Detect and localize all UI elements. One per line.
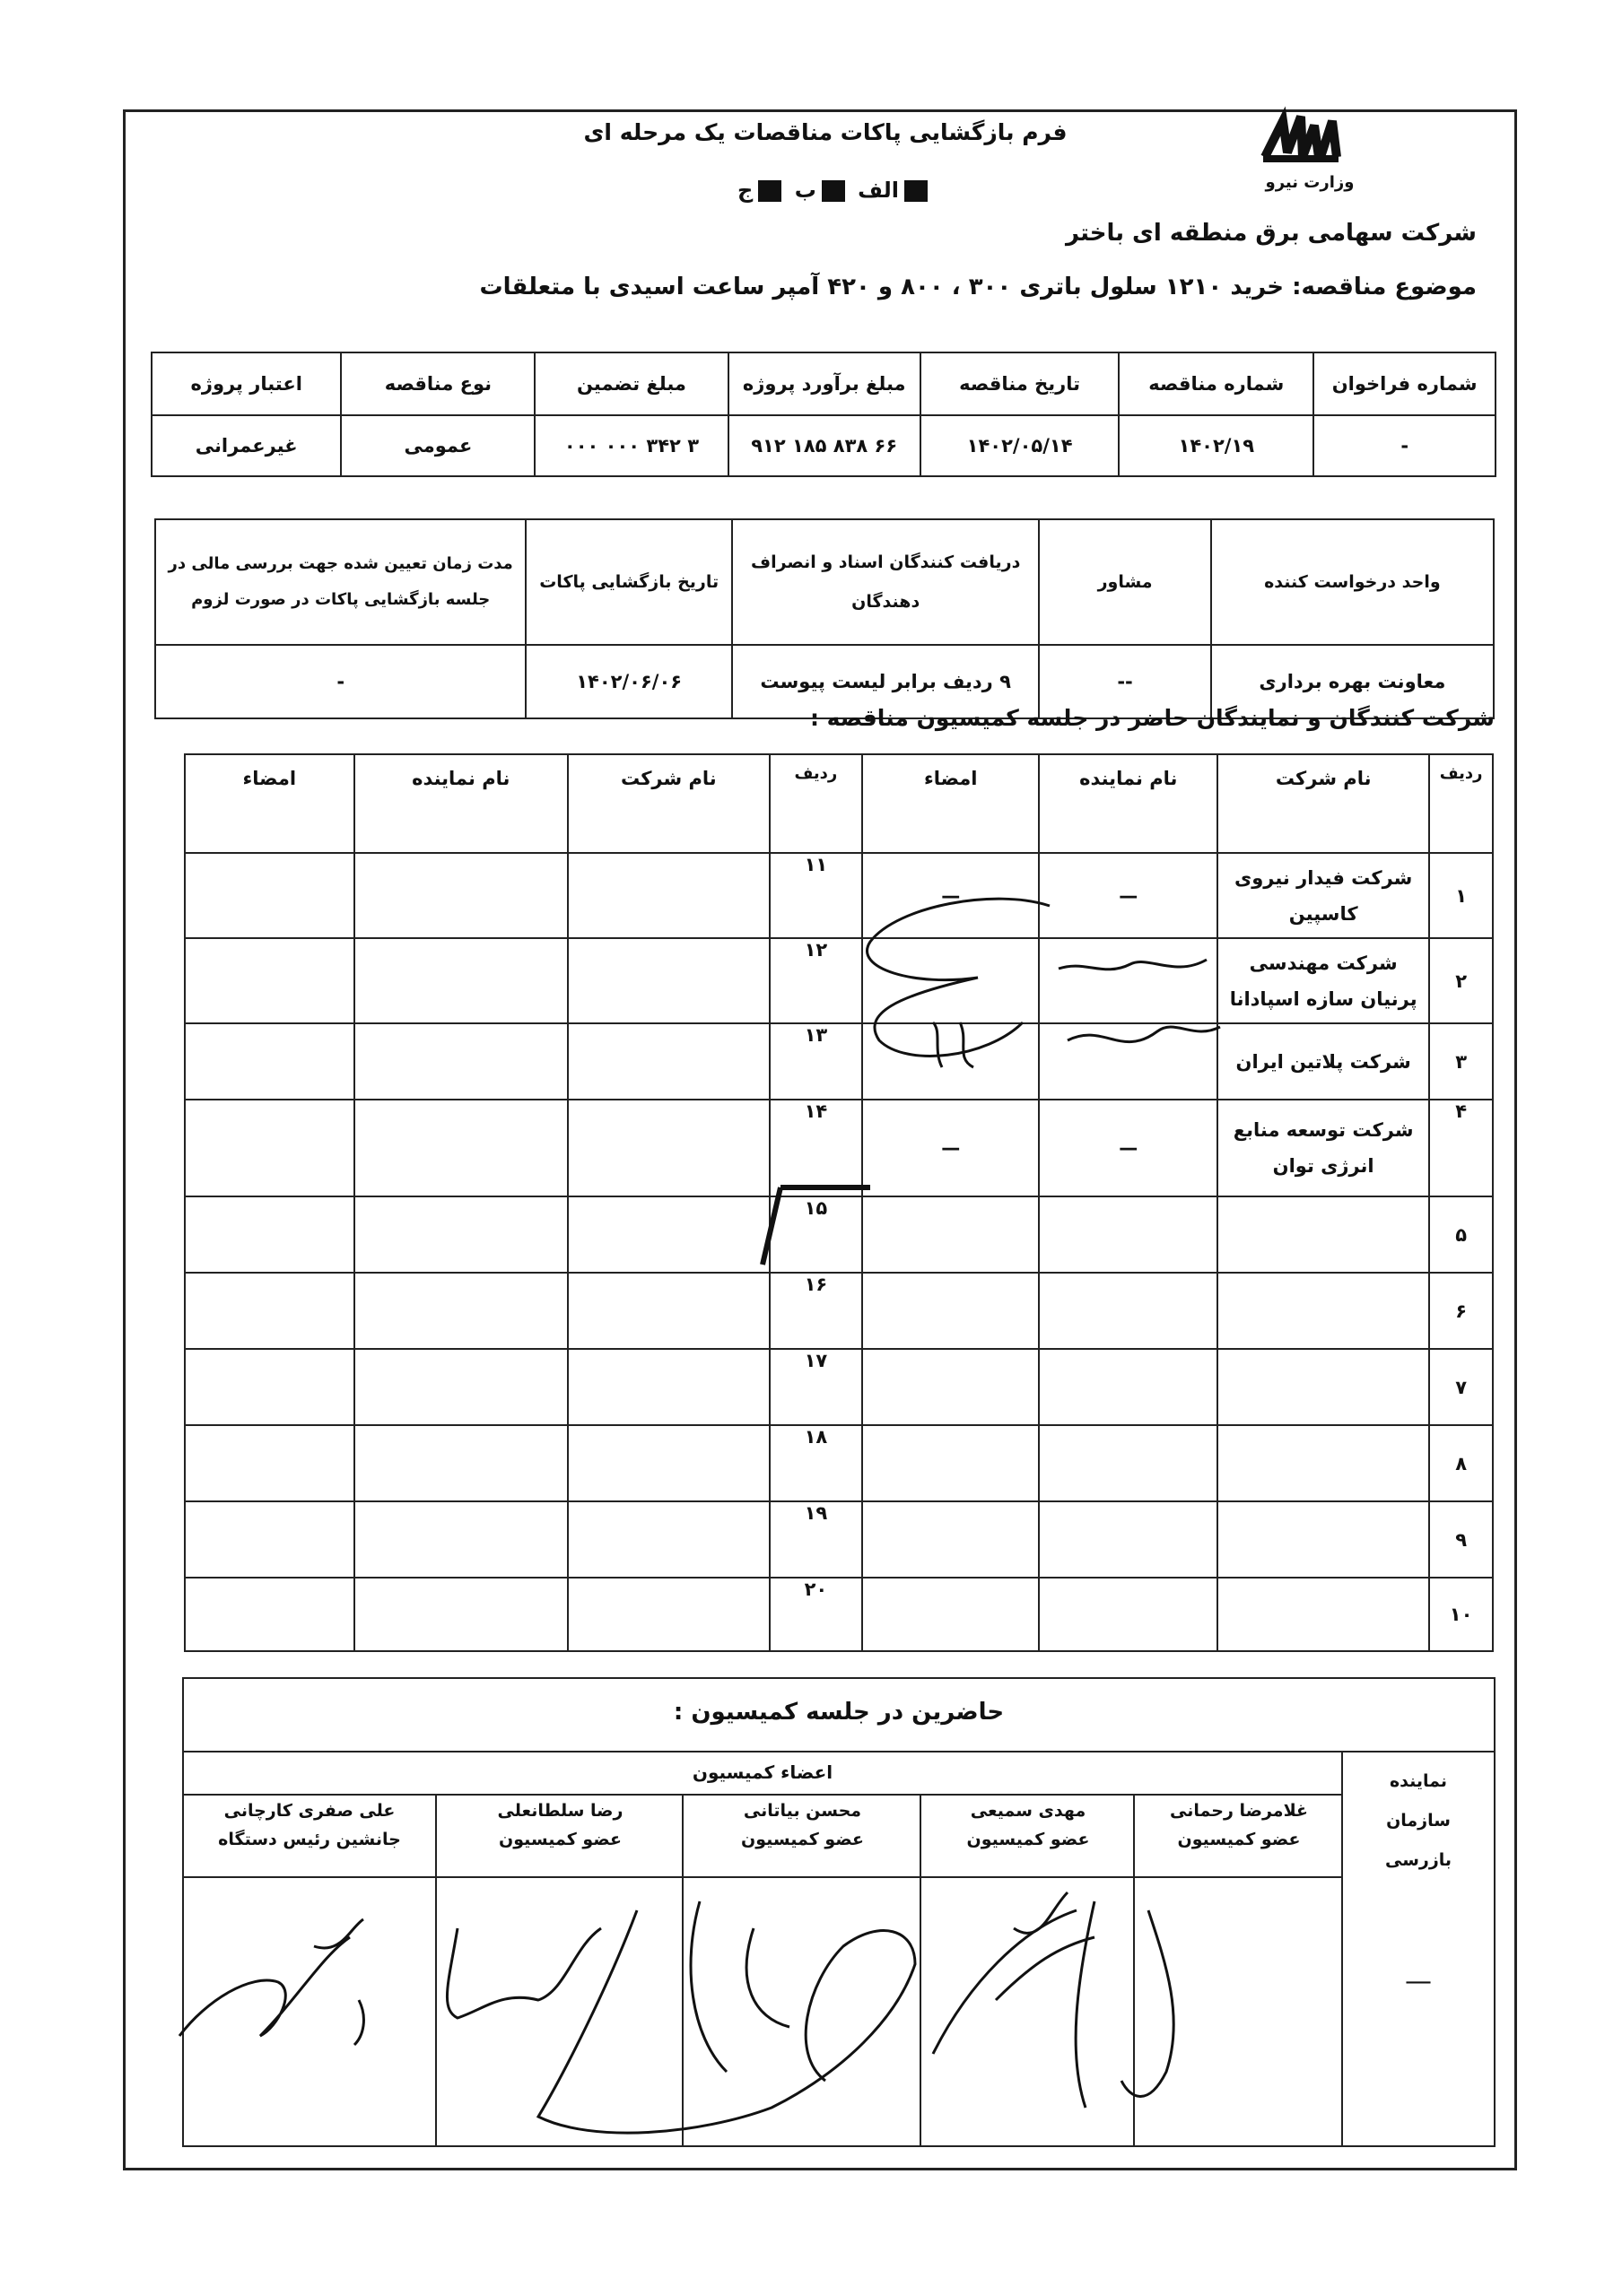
company-cell xyxy=(568,1273,770,1349)
row-number: ۱۷ xyxy=(770,1349,862,1425)
header-cell: اعتبار پروژه xyxy=(152,352,341,415)
sign-cell: — xyxy=(862,1100,1039,1196)
sign-cell xyxy=(185,1501,354,1578)
member-slot xyxy=(1133,1794,1343,1878)
member-name: رضا سلطانعلی xyxy=(497,1801,624,1821)
rep-cell: — xyxy=(1039,853,1217,938)
value-cell: ۶۶ ۸۳۸ ۱۸۵ ۹۱۲ xyxy=(728,415,920,476)
company-cell: شرکت فیدار نیروی کاسپین xyxy=(1217,853,1429,938)
company-cell xyxy=(568,1578,770,1651)
member-role: جانشین رئیس دستگاه xyxy=(218,1830,401,1849)
row-number: ۱۴ xyxy=(770,1100,862,1196)
tender-subject: موضوع مناقصه: خرید ۱۲۱۰ سلول باتری ۳۰۰ ، ۸۰۰ و ۴۲۰ آمپر ساعت اسیدی با متعلقات xyxy=(479,274,1477,300)
header-cell: امضاء xyxy=(862,754,1039,853)
ministry-emblem-icon xyxy=(1247,103,1373,175)
company-cell xyxy=(568,1425,770,1501)
row-number: ۳ xyxy=(1429,1023,1493,1100)
sign-cell xyxy=(862,1273,1039,1349)
sign-cell xyxy=(185,1273,354,1349)
sign-cell xyxy=(185,1349,354,1425)
header-cell: مبلغ تضمین xyxy=(535,352,728,415)
row-number: ۶ xyxy=(1429,1273,1493,1349)
row-number: ۱۲ xyxy=(770,938,862,1023)
company-cell xyxy=(1217,1578,1429,1651)
company-cell xyxy=(1217,1196,1429,1273)
rep-cell xyxy=(1039,1349,1217,1425)
sign-cell xyxy=(185,938,354,1023)
rep-cell xyxy=(354,853,568,938)
table-row xyxy=(185,1501,1493,1578)
company-cell xyxy=(1217,1273,1429,1349)
value-cell: -- xyxy=(1039,645,1210,718)
sign-cell xyxy=(862,1196,1039,1273)
company-cell xyxy=(1217,1425,1429,1501)
header-cell: نام نماینده xyxy=(354,754,568,853)
row-number: ۲ xyxy=(1429,938,1493,1023)
table-row xyxy=(185,1425,1493,1501)
sign-cell xyxy=(185,1578,354,1651)
header-cell: شماره مناقصه xyxy=(1119,352,1313,415)
sign-cell xyxy=(862,1349,1039,1425)
row-number: ۷ xyxy=(1429,1349,1493,1425)
handwritten-signature xyxy=(170,1901,395,2081)
company-cell xyxy=(568,853,770,938)
table-row xyxy=(185,1349,1493,1425)
member-name: علی صفری کارچانی xyxy=(223,1801,396,1821)
row-number: ۱۸ xyxy=(770,1425,862,1501)
company-cell xyxy=(568,1100,770,1196)
company-cell xyxy=(568,938,770,1023)
row-number: ۱۹ xyxy=(770,1501,862,1578)
sign-cell xyxy=(862,1578,1039,1651)
company-name: شرکت سهامی برق منطقه ای باختر xyxy=(1065,220,1477,247)
table-row xyxy=(185,1100,1493,1196)
header-cell: ردیف xyxy=(1429,754,1493,853)
commission-title: حاضرین در جلسه کمیسیون : xyxy=(673,1699,1005,1726)
header-cell: نام شرکت xyxy=(568,754,770,853)
table-row xyxy=(185,1273,1493,1349)
company-cell xyxy=(568,1196,770,1273)
header-cell: تاریخ بازگشایی پاکات xyxy=(526,519,732,645)
table-row xyxy=(185,1023,1493,1100)
header-cell: مشاور xyxy=(1039,519,1210,645)
sign-cell xyxy=(185,1196,354,1273)
value-cell: ۱۴۰۲/۰۵/۱۴ xyxy=(920,415,1119,476)
value-cell: - xyxy=(1313,415,1496,476)
header-cell: مدت زمان تعیین شده جهت بررسی مالی در جلسه بازگشایی پاکات در صورت لزوم xyxy=(155,519,526,645)
category-box xyxy=(758,180,781,202)
member-role: عضو کمیسیون xyxy=(966,1830,1090,1849)
value-cell: ۱۴۰۲/۱۹ xyxy=(1119,415,1313,476)
category-box xyxy=(822,180,845,202)
value-cell: عمومی xyxy=(341,415,535,476)
member-role: عضو کمیسیون xyxy=(741,1830,864,1849)
rep-cell xyxy=(1039,1501,1217,1578)
row-number: ۱۵ xyxy=(770,1196,862,1273)
opening-info-table xyxy=(154,518,1495,719)
category-box xyxy=(904,180,928,202)
rep-cell xyxy=(354,1273,568,1349)
row-number: ۱۰ xyxy=(1429,1578,1493,1651)
rep-cell xyxy=(354,1100,568,1196)
row-number: ۲۰ xyxy=(770,1578,862,1651)
sign-cell xyxy=(185,1100,354,1196)
header-cell: امضاء xyxy=(185,754,354,853)
category-label: الف xyxy=(858,178,899,203)
company-cell xyxy=(1217,1349,1429,1425)
sign-cell xyxy=(185,1425,354,1501)
handwritten-signature xyxy=(431,1874,933,2152)
row-number: ۹ xyxy=(1429,1501,1493,1578)
category-label: ب xyxy=(794,178,816,203)
inspection-col xyxy=(1341,1751,1494,2145)
sign-cell xyxy=(862,1425,1039,1501)
handwritten-signature xyxy=(843,888,1077,1085)
company-cell xyxy=(1217,1501,1429,1578)
row-number: ۱۱ xyxy=(770,853,862,938)
category-row xyxy=(646,178,933,203)
header-cell: نوع مناقصه xyxy=(341,352,535,415)
row-number: ۱۶ xyxy=(770,1273,862,1349)
header-cell: تاریخ مناقصه xyxy=(920,352,1119,415)
rep-cell xyxy=(354,938,568,1023)
inspection-sign: — xyxy=(1405,1966,1432,1997)
value-cell: غیرعمرانی xyxy=(152,415,341,476)
participants-title: شرکت کنندگان و نمایندگان حاضر در جلسه کمیسیون مناقصه : xyxy=(809,705,1495,731)
row-number: ۱۳ xyxy=(770,1023,862,1100)
sign-cell xyxy=(185,1023,354,1100)
tender-info-table xyxy=(151,352,1496,477)
sign-cell: — xyxy=(862,853,1039,938)
inspection-label: نماینده سازمان بازرسی xyxy=(1384,1771,1452,1870)
rep-cell xyxy=(1039,1578,1217,1651)
value-cell: ۱۴۰۲/۰۶/۰۶ xyxy=(526,645,732,718)
rep-cell xyxy=(354,1578,568,1651)
sign-cell xyxy=(862,1501,1039,1578)
row-number: ۴ xyxy=(1429,1100,1493,1196)
member-slot xyxy=(920,1794,1135,1878)
members-label: اعضاء کمیسیون xyxy=(184,1751,1341,1796)
category-label: ج xyxy=(737,178,754,203)
company-cell xyxy=(568,1023,770,1100)
company-cell: شرکت مهندسی پرنیان سازه اسپادانا xyxy=(1217,938,1429,1023)
row-number: ۸ xyxy=(1429,1425,1493,1501)
table-row xyxy=(185,938,1493,1023)
member-name: غلامرضا رحمانی xyxy=(1170,1801,1308,1821)
company-cell xyxy=(568,1349,770,1425)
value-cell: - xyxy=(155,645,526,718)
member-role: عضو کمیسیون xyxy=(499,1830,622,1849)
value-cell: ۹ ردیف برابر لیست پیوست xyxy=(732,645,1039,718)
table-row xyxy=(185,1578,1493,1651)
rep-cell xyxy=(1039,1196,1217,1273)
rep-cell xyxy=(1039,1425,1217,1501)
row-number: ۵ xyxy=(1429,1196,1493,1273)
value-cell: معاونت بهره برداری xyxy=(1211,645,1494,718)
rep-cell xyxy=(1039,1273,1217,1349)
strike-line xyxy=(772,1184,879,1274)
company-cell: شرکت پلاتین ایران xyxy=(1217,1023,1429,1100)
rep-cell xyxy=(354,1196,568,1273)
ministry-logo xyxy=(1247,103,1373,202)
member-slot xyxy=(184,1794,435,1878)
rep-cell xyxy=(354,1023,568,1100)
rep-cell xyxy=(354,1425,568,1501)
table-row xyxy=(185,853,1493,938)
rep-cell xyxy=(354,1501,568,1578)
member-role: عضو کمیسیون xyxy=(1177,1830,1301,1849)
sign-cell xyxy=(185,853,354,938)
header-cell: نام نماینده xyxy=(1039,754,1217,853)
value-cell: ۳ ۳۴۲ ۰۰۰ ۰۰۰ xyxy=(535,415,728,476)
company-cell: شرکت توسعه منابع انرژی توان xyxy=(1217,1100,1429,1196)
header-cell: شماره فراخوان xyxy=(1313,352,1496,415)
ministry-label: وزارت نیرو xyxy=(1265,173,1355,192)
header-cell: مبلغ برآورد پروژه xyxy=(728,352,920,415)
company-cell xyxy=(568,1501,770,1578)
handwritten-signature xyxy=(1050,933,1229,1067)
header-cell: واحد درخواست کننده xyxy=(1211,519,1494,645)
rep-cell xyxy=(354,1349,568,1425)
member-name: مهدی سمیعی xyxy=(970,1801,1086,1821)
member-name: محسن بیاتانی xyxy=(743,1801,862,1821)
member-slot xyxy=(435,1794,684,1878)
rep-cell: — xyxy=(1039,1100,1217,1196)
header-cell: ردیف xyxy=(770,754,862,853)
form-title: فرم بازگشایی پاکات مناقصات یک مرحله ای xyxy=(583,119,1068,145)
member-slot xyxy=(682,1794,921,1878)
header-cell: دریافت کنندگان اسناد و انصراف دهندگان xyxy=(732,519,1039,645)
row-number: ۱ xyxy=(1429,853,1493,938)
header-cell: نام شرکت xyxy=(1217,754,1429,853)
handwritten-signature xyxy=(915,1874,1220,2135)
